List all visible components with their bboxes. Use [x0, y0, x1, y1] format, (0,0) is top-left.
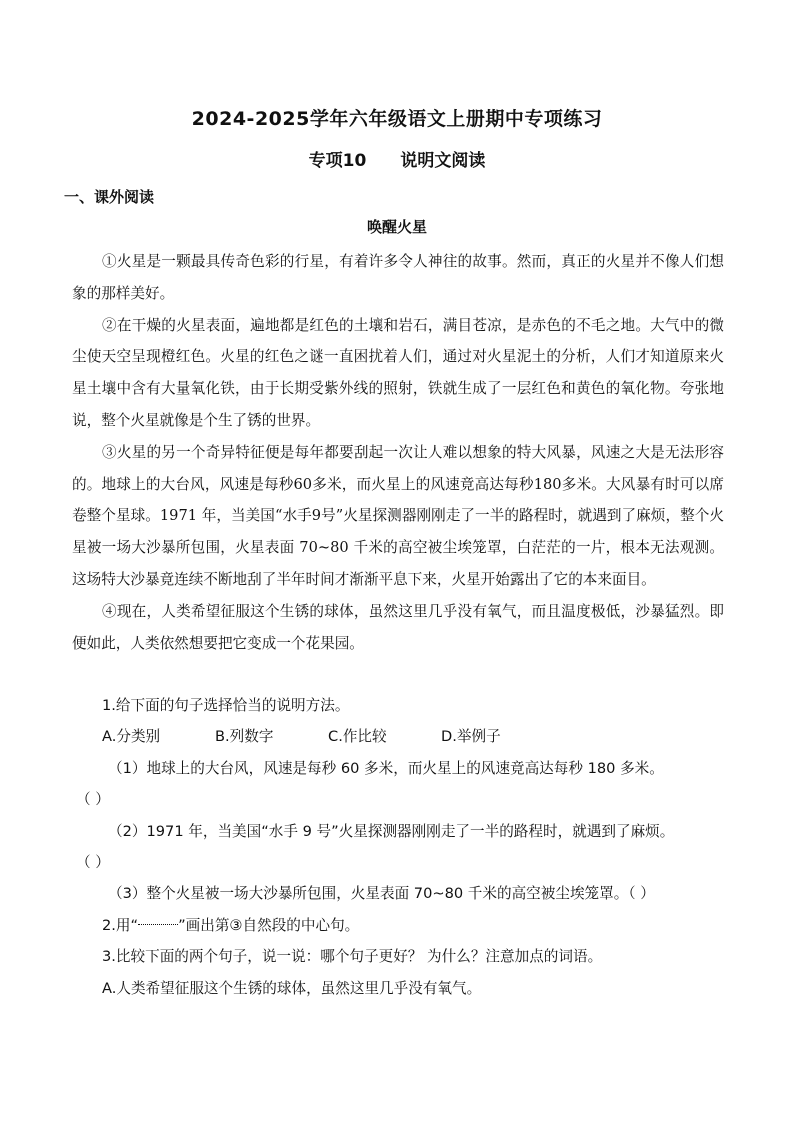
option-c: C.作比较 — [328, 728, 387, 746]
question-2-suffix: ”画出第③自然段的中心句。 — [178, 916, 360, 934]
question-block — [72, 690, 724, 1004]
question-3-sentence-a: A.人类希望征服这个生锈的球体，虽然这里几乎没有氧气。 — [102, 979, 482, 997]
page-subtitle — [0, 146, 794, 171]
question-1-item-1: （1）地球上的大台风，风速是每秒 60 多米，而火星上的风速竟高达每秒 180 多米。 — [108, 759, 664, 777]
question-1-item-2: （2）1971 年，当美国“水手 9 号”火星探测器刚刚走了一半的路程时，就遇到了麻烦。 — [108, 822, 675, 840]
question-3-prompt: 3.比较下面的两个句子，说一说：哪个句子更好？ 为什么？注意加点的词语。 — [102, 948, 603, 966]
passage-body — [72, 246, 724, 659]
question-1-item-3: （3）整个火星被一场大沙暴所包围，火星表面 70~80 千米的高空被尘埃笼罩。（ ） — [108, 885, 655, 903]
passage-paragraph-4: ④现在，人类希望征服这个生锈的球体，虽然这里几乎没有氧气，而且温度极低，沙暴猛烈。即便如此，人类依然想要把它变成一个花果园。 — [72, 602, 724, 652]
passage-paragraph-2: ②在干燥的火星表面，遍地都是红色的土壤和岩石，满目苍凉，是赤色的不毛之地。大气中的微尘使天空呈现橙红色。火星的红色之谜一直困扰着人们，通过对火星泥土的分析，人们才知道原来火星土壤中含有大量氧化铁，由于长期受紫外线的照射，铁就生成了一层红色和黄色的氧化物。夸张地说，整个火星就像是个生了锈的世界。 — [72, 316, 724, 429]
question-2 — [72, 910, 724, 941]
passage-paragraph-1: ①火星是一颗最具传奇色彩的行星，有着许多令人神往的故事。然而，真正的火星并不像人们想象的那样美好。 — [72, 253, 724, 302]
question-1-options — [72, 721, 724, 752]
option-b: B.列数字 — [215, 728, 274, 746]
wavy-underline-mark — [138, 924, 178, 925]
question-1-prompt: 1.给下面的句子选择恰当的说明方法。 — [102, 697, 350, 714]
section-heading: 一、课外阅读 — [64, 188, 155, 206]
subtitle-topic-number: 专项10 — [308, 151, 367, 171]
passage-title: 唤醒火星 — [366, 218, 427, 236]
option-d: D.举例子 — [441, 728, 501, 746]
answer-blank-1[interactable]: （ ） — [76, 791, 110, 809]
passage-paragraph-3: ③火星的另一个奇异特征便是每年都要刮起一次让人难以想象的特大风暴，风速之大是无法形容的。地球上的大台风，风速是每秒60多米，而火星上的风速竟高达每秒180多米。大风暴有时可以席卷整个星球。1971 年，当美国“水手9号”火星探测器刚刚走了一半的路程时，就遇到了麻烦，整个火星被一场大沙暴所包围，火星表面 70~80 千米的高空被尘埃笼罩，白茫茫的一片，根本无法观测。这场特大沙暴竟连续不断地刮了半年时间才渐渐平息下来，火星开始露出了它的本来面目。 — [72, 443, 724, 588]
subtitle-topic-name: 说明文阅读 — [400, 151, 486, 171]
answer-blank-2[interactable]: （ ） — [76, 854, 110, 872]
question-2-prefix: 2.用“ — [102, 916, 139, 934]
option-a: A.分类别 — [102, 728, 161, 746]
page-title: 2024-2025学年六年级语文上册期中专项练习 — [191, 108, 603, 130]
